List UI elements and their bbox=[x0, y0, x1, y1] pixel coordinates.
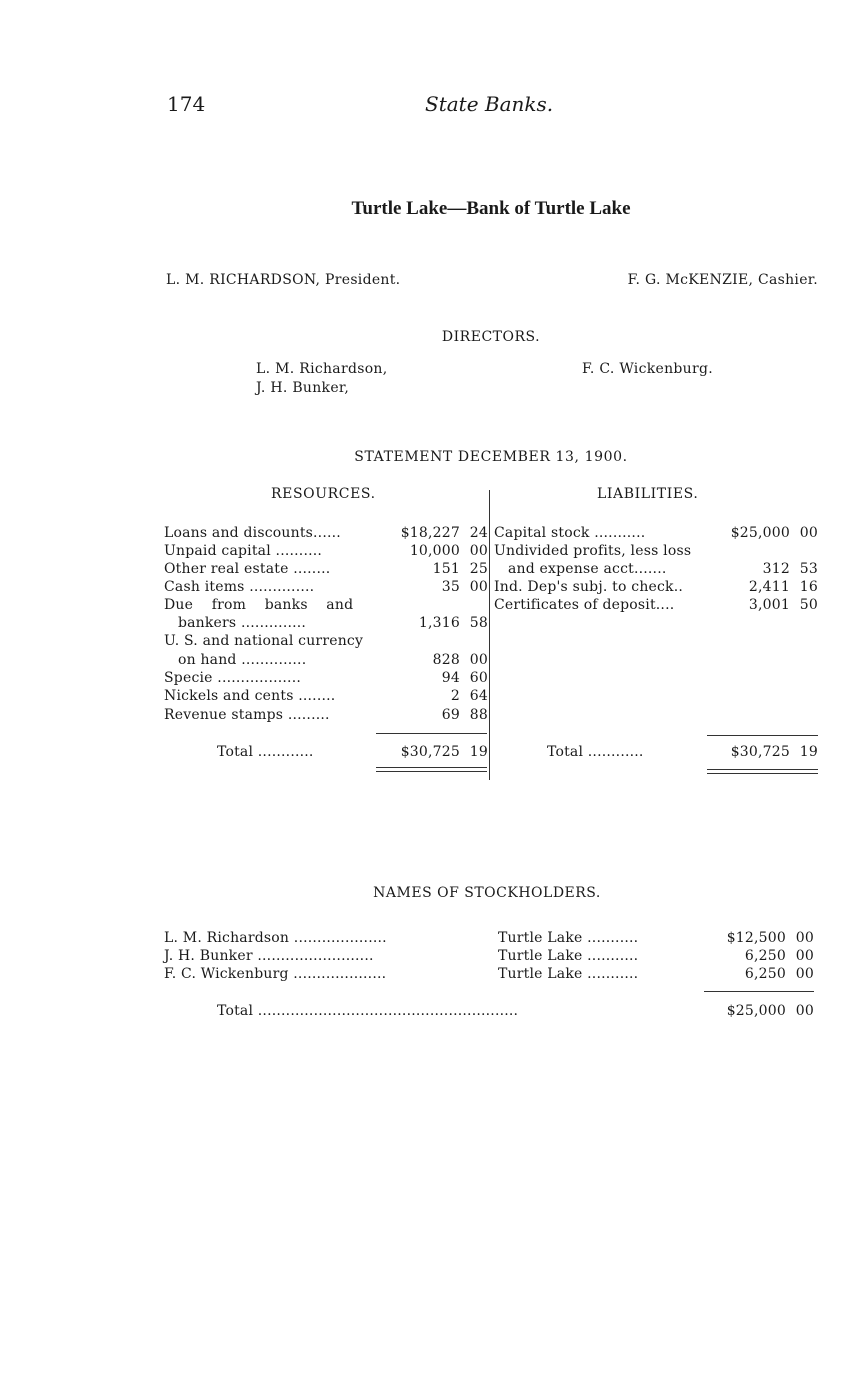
double-rule bbox=[707, 769, 818, 770]
page-number: 174 bbox=[167, 92, 206, 116]
stockholders-heading: NAMES OF STOCKHOLDERS. bbox=[373, 885, 601, 901]
resource-label: Specie .................. bbox=[164, 670, 301, 686]
total-label: Total ........................................................ bbox=[217, 1003, 519, 1019]
liability-label: Certificates of deposit.... bbox=[494, 597, 675, 613]
double-rule bbox=[376, 771, 487, 772]
stockholder-cents: 00 bbox=[795, 948, 814, 964]
resource-cents: 88 bbox=[469, 707, 488, 723]
running-head: State Banks. bbox=[425, 92, 554, 116]
subtotal-rule bbox=[707, 735, 818, 736]
resource-dollars: 2 bbox=[450, 688, 460, 704]
stockholder-cents: 00 bbox=[795, 930, 814, 946]
subtotal-rule bbox=[704, 991, 814, 992]
subtotal-rule bbox=[376, 733, 487, 734]
double-rule bbox=[376, 767, 487, 768]
cashier: F. G. McKENZIE, Cashier. bbox=[627, 272, 818, 288]
total-label: Total ............ bbox=[547, 744, 644, 760]
bank-title: Turtle Lake—Bank of Turtle Lake bbox=[351, 198, 631, 219]
directors-heading: DIRECTORS. bbox=[441, 329, 541, 345]
column-divider bbox=[489, 490, 490, 780]
total-label: Total ............ bbox=[217, 744, 314, 760]
resource-cents: 00 bbox=[469, 579, 488, 595]
resource-label: Cash items .............. bbox=[164, 579, 315, 595]
resource-cents: 24 bbox=[469, 525, 488, 541]
resource-cents: 58 bbox=[469, 615, 488, 631]
total-cents: 00 bbox=[795, 1003, 814, 1019]
resource-dollars: 35 bbox=[441, 579, 460, 595]
stockholder-name: L. M. Richardson .................... bbox=[164, 930, 387, 946]
liability-label: Undivided profits, less loss bbox=[494, 543, 692, 559]
resource-dollars: 828 bbox=[432, 652, 460, 668]
liability-dollars: 312 bbox=[762, 561, 790, 577]
resource-label: Loans and discounts...... bbox=[164, 525, 341, 541]
resource-cents: 64 bbox=[469, 688, 488, 704]
liability-cents: 00 bbox=[799, 525, 818, 541]
resources-heading: RESOURCES. bbox=[271, 486, 376, 502]
director-name: F. C. Wickenburg. bbox=[582, 361, 713, 377]
resource-label: Other real estate ........ bbox=[164, 561, 331, 577]
stockholder-residence: Turtle Lake ........... bbox=[498, 930, 639, 946]
stockholder-cents: 00 bbox=[795, 966, 814, 982]
resource-cents: 00 bbox=[469, 652, 488, 668]
resource-label: Nickels and cents ........ bbox=[164, 688, 336, 704]
stockholder-residence: Turtle Lake ........... bbox=[498, 966, 639, 982]
total-dollars: $30,725 bbox=[400, 744, 460, 760]
resource-dollars: 69 bbox=[441, 707, 460, 723]
liability-dollars: $25,000 bbox=[730, 525, 790, 541]
double-rule bbox=[707, 773, 818, 774]
stockholder-dollars: 6,250 bbox=[744, 966, 786, 982]
liability-cents: 50 bbox=[799, 597, 818, 613]
resource-dollars: 151 bbox=[432, 561, 460, 577]
director-name: J. H. Bunker, bbox=[256, 380, 350, 396]
stockholder-residence: Turtle Lake ........... bbox=[498, 948, 639, 964]
liability-label: Ind. Dep's subj. to check.. bbox=[494, 579, 684, 595]
total-cents: 19 bbox=[799, 744, 818, 760]
liability-dollars: 3,001 bbox=[748, 597, 790, 613]
resource-dollars: 1,316 bbox=[418, 615, 460, 631]
liability-dollars: 2,411 bbox=[748, 579, 790, 595]
total-cents: 19 bbox=[469, 744, 488, 760]
president: L. M. RICHARDSON, President. bbox=[166, 272, 401, 288]
resource-cents: 60 bbox=[469, 670, 488, 686]
liability-label: and expense acct....... bbox=[494, 561, 667, 577]
statement-date: STATEMENT DECEMBER 13, 1900. bbox=[354, 449, 628, 465]
stockholder-name: J. H. Bunker ......................... bbox=[164, 948, 374, 964]
resource-label: bankers .............. bbox=[164, 615, 307, 631]
director-name: L. M. Richardson, bbox=[256, 361, 388, 377]
resource-cents: 25 bbox=[469, 561, 488, 577]
resource-dollars: $18,227 bbox=[400, 525, 460, 541]
total-dollars: $25,000 bbox=[726, 1003, 786, 1019]
stockholder-dollars: $12,500 bbox=[726, 930, 786, 946]
total-dollars: $30,725 bbox=[730, 744, 790, 760]
liability-label: Capital stock ........... bbox=[494, 525, 646, 541]
stockholder-name: F. C. Wickenburg .................... bbox=[164, 966, 387, 982]
resource-label: Revenue stamps ......... bbox=[164, 707, 330, 723]
liability-cents: 16 bbox=[799, 579, 818, 595]
resource-label: U. S. and national currency bbox=[164, 633, 364, 649]
stockholder-dollars: 6,250 bbox=[744, 948, 786, 964]
resource-label: Due from banks and bbox=[164, 597, 354, 613]
resource-label: on hand .............. bbox=[164, 652, 307, 668]
resource-dollars: 94 bbox=[441, 670, 460, 686]
resource-cents: 00 bbox=[469, 543, 488, 559]
resource-label: Unpaid capital .......... bbox=[164, 543, 323, 559]
liabilities-heading: LIABILITIES. bbox=[597, 486, 699, 502]
liability-cents: 53 bbox=[799, 561, 818, 577]
resource-dollars: 10,000 bbox=[409, 543, 460, 559]
